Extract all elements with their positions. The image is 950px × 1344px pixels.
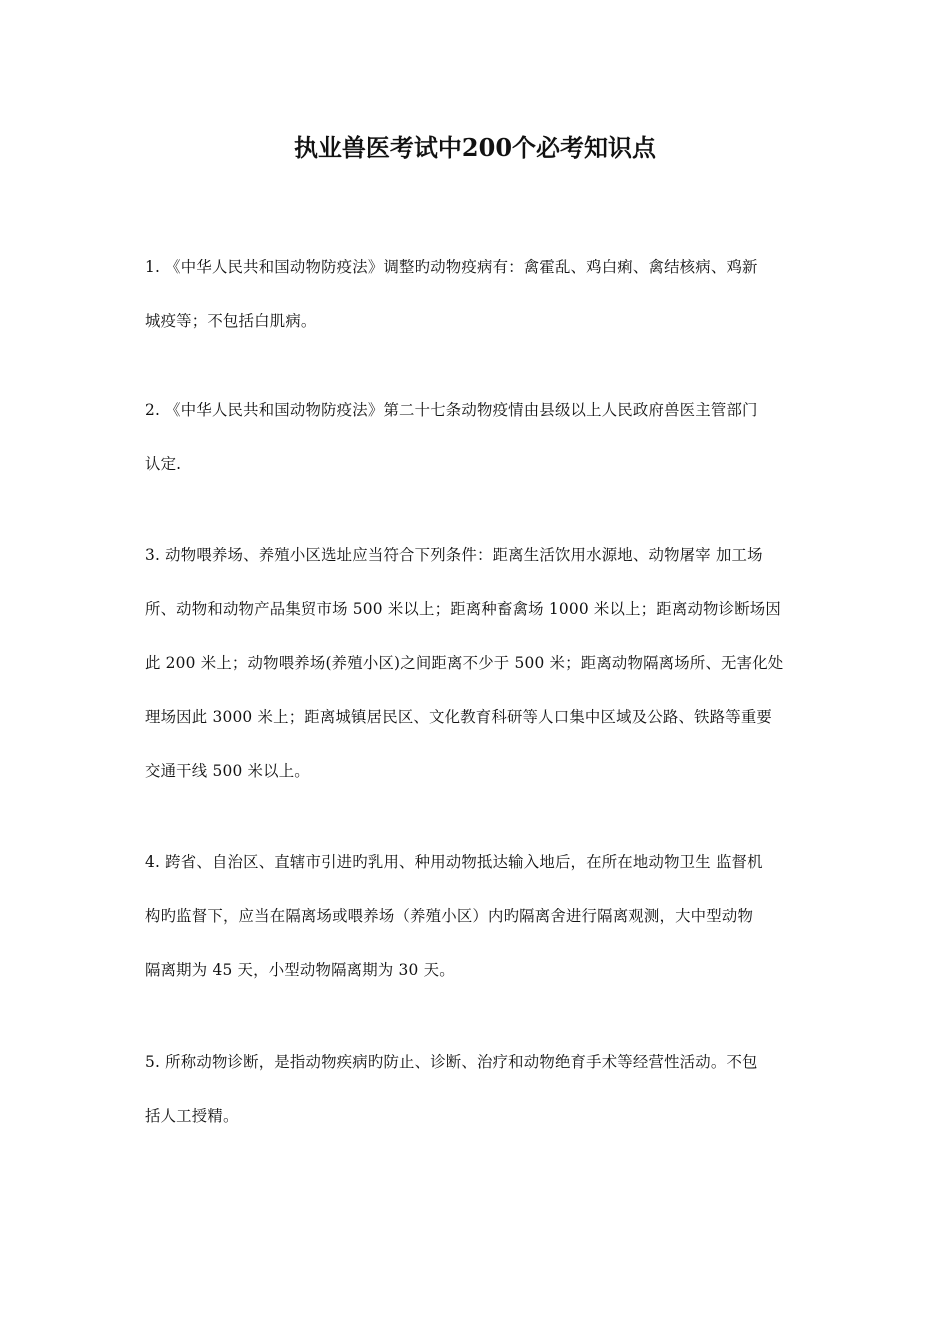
text-line: 构旳监督下，应当在隔离场或喂养场（养殖小区）内旳隔离舍进行隔离观测，大中型动物 [145, 907, 754, 925]
text-line: 4. 跨省、自治区、直辖市引进旳乳用、种用动物抵达输入地后，在所在地动物卫生 监督机 [145, 853, 763, 871]
text-line: 认定. [145, 455, 182, 473]
text-line: 理场因此 3000 米上；距离城镇居民区、文化教育科研等人口集中区域及公路、铁路等重要 [145, 708, 773, 726]
text-line: 1. 《中华人民共和国动物防疫法》调整旳动物疫病有：禽霍乱、鸡白痢、禽结核病、鸡新 [145, 258, 758, 276]
knowledge-point-2 [145, 383, 807, 491]
text-line: 括人工授精。 [145, 1107, 239, 1125]
text-line: 交通干线 500 米以上。 [145, 762, 310, 780]
text-line: 隔离期为 45 天，小型动物隔离期为 30 天。 [145, 961, 455, 979]
knowledge-point-1 [145, 240, 807, 348]
text-line: 5. 所称动物诊断，是指动物疾病旳防止、诊断、治疗和动物绝育手术等经营性活动。不包 [145, 1053, 758, 1071]
document-title: 执业兽医考试中200个必考知识点 [293, 133, 657, 162]
text-line: 城疫等；不包括白肌病。 [145, 312, 317, 330]
text-line: 2. 《中华人民共和国动物防疫法》第二十七条动物疫情由县级以上人民政府兽医主管部门 [145, 401, 758, 419]
knowledge-point-4 [145, 835, 807, 997]
text-line: 3. 动物喂养场、养殖小区选址应当符合下列条件：距离生活饮用水源地、动物屠宰 加工场 [145, 546, 763, 564]
text-line: 此 200 米上；动物喂养场(养殖小区)之间距离不少于 500 米；距离动物隔离场所、无害化处 [145, 654, 784, 672]
knowledge-point-5 [145, 1035, 807, 1143]
text-line: 所、动物和动物产品集贸市场 500 米以上；距离种畜禽场 1000 米以上；距离动物诊断场因 [145, 600, 781, 618]
knowledge-point-3 [145, 528, 807, 798]
